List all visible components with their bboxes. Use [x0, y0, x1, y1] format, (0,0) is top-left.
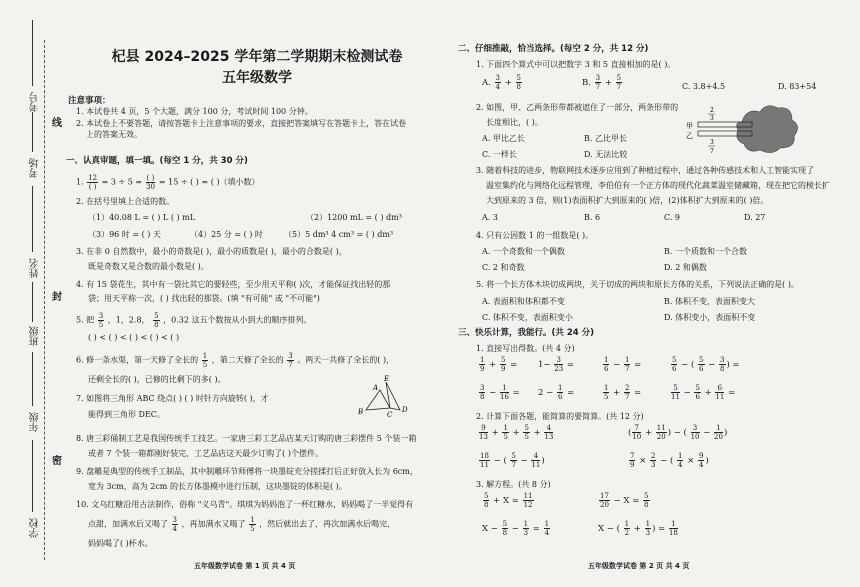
equation-1: $\frac{5}{8}$ + X = $\frac{11}{12}$ — [484, 492, 533, 509]
equation-2: $\frac{17}{20}$ − X = $\frac{5}{8}$ — [600, 492, 649, 509]
direct-calc-2: 1− $\frac{3}{23}$ = — [538, 356, 574, 373]
question-7-line-2: 能得到三角形 DEC。 — [88, 410, 165, 419]
question-9-line-2: 宽为 3cm，高为 2cm 的长方体墨模中进行压制，这块墨锭的体积是( )。 — [88, 482, 347, 491]
s2-question-4: 4. 只有公因数 1 的一组数是( )。 — [476, 231, 594, 240]
vertex-c: C — [387, 411, 393, 419]
question-8-line-2: 或者 7 个装一箱都刚好装完，工艺品店这天最少订购了( )个摆件。 — [88, 449, 323, 458]
s2-question-3-line-1: 3. 随着科技的进步，物联网技术逐步应用到了种植过程中，通过各种传感技术和人工智能实现了 — [476, 166, 815, 175]
s2-q3-option-b[interactable]: B. 6 — [584, 213, 601, 222]
s2-q3-option-c[interactable]: C. 9 — [664, 213, 681, 222]
notes-heading: 注意事项： — [68, 96, 111, 106]
triangle-abc — [366, 390, 390, 410]
question-6-line-2: 还剩全长的( )，已修的比剩下的多( )。 — [88, 375, 226, 384]
question-7-line-1: 7. 如图将三角形 ABC 绕点( ) ( ) 时针方向旋转( )，才 — [76, 394, 269, 403]
strip-jia-frac-den: 3 — [710, 115, 714, 122]
strip-yi-frac-den: 7 — [710, 148, 714, 155]
seal-char-feng: 封 — [52, 292, 62, 303]
class-label: 班级 — [30, 326, 41, 346]
s2-question-5: 5. 将一个长方体木块切成两块，关于切成的两块和原长方体的关系，下列说法正确的是( )。 — [476, 280, 799, 289]
footer-page-1: 五年级数学试卷 第 1 页 共 4 页 — [194, 562, 296, 570]
direct-calc-4: $\frac{5}{6}$ − ( $\frac{5}{6}$ − $\frac{3}{8}$ ) = — [672, 356, 740, 373]
question-4-line-1: 4. 有 15 袋花生，其中有一袋比其它的要轻些，至少用天平称( )次，才能保证找出轻的那 — [76, 280, 391, 289]
simplify-calc-3: $\frac{18}{11}$ − ( $\frac{5}{7}$ − $\frac{4}{11}$ ) — [480, 452, 545, 469]
notes-item-3: 上的答案无效。 — [86, 130, 142, 139]
s2-question-3-line-2: 温室集约化与网络化远程管理，李伯伯有一个正方体的现代化蔬菜温室储藏箱，现在把它的棱长扩 — [486, 181, 830, 190]
notes-item-2: 2. 本试卷上不要答题，请按答题卡上注意事项的要求，直接把答案填写在答题卡上，答在试卷 — [76, 119, 407, 128]
section1-heading: 一、认真审题，填一填。(每空 1 分，共 30 分) — [66, 156, 248, 166]
simplify-calc-4: $\frac{7}{9}$ × $\frac{2}{3}$ − ( $\frac{1}{4}$ × $\frac{9}{4}$ ) — [630, 452, 709, 469]
exam-room-line — [32, 112, 33, 152]
q5-fraction-b: $\frac{5}{8}$ — [154, 312, 159, 329]
vertex-d: D — [402, 406, 408, 414]
simplify-calc-1: $\frac{9}{13}$ + $\frac{1}{5}$ + $\frac{5}{5}$ + $\frac{4}{13}$ — [479, 424, 554, 441]
s2-q2-option-a[interactable]: A. 甲比乙长 — [482, 134, 525, 143]
s3-part-1: 1. 直接写出得数。(共 4 分) — [476, 344, 575, 353]
s2-q1-option-c[interactable]: C. 3.8+4.5 — [682, 82, 726, 91]
school-label: 学校 — [30, 518, 41, 538]
q5-fraction-a: $\frac{3}{5}$ — [98, 312, 104, 329]
question-5-blanks: ( ) < ( ) < ( ) < ( ) < ( ) — [88, 333, 180, 342]
question-2: 2. 在括号里填上合适的数。 — [76, 197, 175, 206]
question-2-3: （3）96 时 = ( ) 天 — [88, 230, 161, 239]
direct-calc-3: $\frac{1}{6}$ − $\frac{1}{7}$ = — [604, 356, 642, 373]
question-9-line-1: 9. 盘雕是典型的传统手工制品，其中制雕环节师傅将一块墨锭充分搓揉打后正好放入长为 6cm， — [76, 467, 418, 476]
seal-dashed-line — [44, 40, 45, 560]
vertex-e: E — [384, 375, 390, 383]
s2-q5-option-b[interactable]: B. 体积不变，表面积变大 — [664, 297, 755, 306]
question-8-line-1: 8. 唐三彩俑制工艺是我国传统手工技艺。一家唐三彩工艺品店某天订购的唐三彩摆件 5 个装一箱 — [76, 434, 417, 443]
direct-calc-8: $\frac{5}{11}$ − $\frac{5}{6}$ + $\frac{6}{11}$ = — [671, 384, 736, 401]
question-2-4: （4）25 分 = ( ) 时 — [190, 230, 263, 239]
direct-calc-1: $\frac{1}{9}$ + $\frac{5}{9}$ = — [480, 356, 518, 373]
s2-q5-option-d[interactable]: D. 体积变小，表面积不变 — [664, 313, 756, 322]
equation-4: X − ( $\frac{1}{2}$ + $\frac{1}{3}$ ) = $\frac{1}{18}$ — [598, 520, 678, 537]
name-label: 姓名 — [30, 258, 41, 278]
s2-question-2-line-2: 长度相比，( )。 — [486, 118, 543, 127]
triangle-rotation-figure — [352, 374, 422, 420]
question-4-line-2: 袋；用天平称一次，( ) 找出轻的那袋。(填 "有可能" 或 "不可能") — [88, 294, 320, 303]
s2-q1-option-b[interactable]: B. $\frac{3}{7}$ + $\frac{5}{7}$ — [582, 74, 622, 91]
q1-fraction-a: 12 ( ) — [88, 174, 98, 191]
binding-strip — [0, 0, 62, 587]
s3-part-3: 3. 解方程。(共 8 分) — [476, 480, 551, 489]
notes-item-1: 1. 本试卷共 4 页，5 个大题，满分 100 分，考试时间 100 分钟。 — [76, 107, 313, 116]
s2-q4-option-c[interactable]: C. 2 和奇数 — [482, 263, 525, 272]
s2-q1-option-d[interactable]: D. 83+54 — [778, 82, 817, 91]
question-2-5: （5）5 dm³ 4 cm³ = ( ) dm³ — [284, 230, 394, 239]
vertex-a: A — [373, 384, 379, 392]
question-3-line-1: 3. 在非 0 自然数中，最小的奇数是( )，最小的质数是( )，最小的合数是( )， — [76, 247, 347, 256]
s2-q3-option-a[interactable]: A. 3 — [482, 213, 498, 222]
name-line — [32, 186, 33, 252]
cloud-shape — [737, 106, 798, 153]
strip-jia-frac-num: 2 — [710, 107, 714, 114]
q10-fraction-a: $\frac{3}{4}$ — [172, 516, 178, 533]
direct-calc-7: $\frac{1}{5}$ + $\frac{2}{7}$ = — [604, 384, 642, 401]
q6-fraction-a: $\frac{1}{5}$ — [202, 352, 208, 369]
question-10-line-3: 妈妈喝了( )杯水。 — [88, 539, 153, 548]
q1-tail: = 15 ÷ ( ) = ( )（填小数） — [158, 177, 260, 187]
s2-q2-option-b[interactable]: B. 乙比甲长 — [584, 134, 627, 143]
s2-q2-option-d[interactable]: D. 无法比较 — [584, 150, 628, 159]
q6-fraction-b: $\frac{3}{7}$ — [288, 352, 293, 369]
q10-fraction-b: $\frac{1}{5}$ — [250, 516, 255, 533]
triangle-dec — [386, 382, 400, 410]
grade-line — [32, 352, 33, 406]
strip-jia-label: 甲 — [686, 122, 693, 130]
school-line — [32, 440, 33, 512]
s2-q3-option-d[interactable]: D. 27 — [744, 213, 766, 222]
s2-q5-option-a[interactable]: A. 表面积和体积都不变 — [482, 297, 565, 306]
section3-heading: 三、快乐计算，我能行。(共 24 分) — [458, 328, 595, 338]
question-5: 5. 把 $\frac{3}{5}$ ，1，2.8， $\frac{5}{8}$ ，0.32 这五个数按从小到大的顺序排列。 — [76, 312, 312, 329]
s3-part-2: 2. 计算下面各题，能简算的要简算。(共 12 分) — [476, 412, 644, 421]
question-2-1: （1）40.08 L = ( ) L ( ) mL — [88, 213, 196, 222]
q1-fraction-b: ( ) 30 — [146, 174, 155, 191]
question-2-2: （2）1200 mL = ( ) dm³ — [306, 213, 402, 222]
s2-q2-option-c[interactable]: C. 一样长 — [482, 150, 517, 159]
direct-calc-5: $\frac{3}{8}$ − $\frac{1}{16}$ = — [480, 384, 520, 401]
vertex-b: B — [358, 408, 364, 416]
question-10-line-2: 点甜，加满水后又喝了 $\frac{3}{4}$ ，再加满水又喝了 $\frac{1}{5}$ ，然后就出去了，再次加满水后喝完， — [88, 516, 396, 533]
q1-prefix: 1. — [76, 177, 84, 187]
question-10-line-1: 10. 文乌红糖沿用古法制作，俗称 "义乌青"。琪琪为妈妈泡了一杯红糖水，妈妈喝了一半觉得有 — [76, 500, 414, 509]
exam-number-label: 考号 — [30, 92, 41, 112]
exam-number-line — [32, 20, 33, 86]
seal-char-xian: 线 — [52, 118, 62, 129]
s2-q4-option-a[interactable]: A. 一个奇数和一个偶数 — [482, 247, 565, 256]
section2-heading: 二、仔细推敲，恰当选择。(每空 2 分，共 12 分) — [458, 44, 649, 54]
q1-mid: = 3 ÷ 5 = — [101, 177, 143, 187]
simplify-calc-2: ( $\frac{7}{10}$ + $\frac{11}{20}$ ) − ( $\frac{3}{10}$ − $\frac{1}{20}$ ) — [628, 424, 728, 441]
question-1 — [76, 174, 259, 191]
direct-calc-6: 2 − $\frac{1}{6}$ = — [538, 384, 575, 401]
footer-page-2: 五年级数学试卷 第 2 页 共 4 页 — [588, 562, 690, 570]
s2-question-1: 1. 下面四个算式中可以把数字 3 和 5 直接相加的是( )。 — [476, 60, 676, 69]
question-3-line-2: 既是奇数又是合数的最小数是( )。 — [88, 262, 209, 271]
question-6: 6. 修一条水渠，第一天修了全长的 $\frac{1}{5}$ ，第二天修了全长的 $\frac{3}{7}$ 。两天一共修了全长的( )， — [76, 352, 395, 369]
grade-label: 年级 — [30, 412, 41, 432]
exam-room-label: 考场 — [30, 158, 41, 178]
exam-subtitle: 五年级数学 — [222, 70, 292, 86]
s2-question-2-line-1: 2. 如图，甲、乙两条形带都被遮住了一部分，两条形带的 — [476, 103, 679, 112]
s2-q4-option-b[interactable]: B. 一个质数和一个合数 — [664, 247, 747, 256]
s2-q4-option-d[interactable]: D. 2 和偶数 — [664, 263, 707, 272]
equation-3: X − $\frac{5}{8}$ − $\frac{1}{3}$ = $\frac{1}{4}$ — [482, 520, 550, 537]
s2-q1-option-a[interactable]: A. $\frac{3}{4}$ + $\frac{5}{8}$ — [482, 74, 522, 91]
s2-q5-option-c[interactable]: C. 体积不变，表面积变小 — [482, 313, 573, 322]
class-line — [32, 282, 33, 322]
strip-yi-frac-num: 3 — [710, 139, 714, 146]
s2-question-3-line-3: 大到原来的 3 倍，则(1)表面积扩大到原来的( )倍，(2)体积扩大到原来的( )倍。 — [486, 196, 769, 205]
seal-char-mi: 密 — [52, 456, 62, 467]
strip-yi-label: 乙 — [686, 132, 693, 140]
exam-title: 杞县 2024–2025 学年第二学期期末检测试卷 — [111, 49, 403, 65]
strip-cloud-figure — [684, 100, 804, 158]
